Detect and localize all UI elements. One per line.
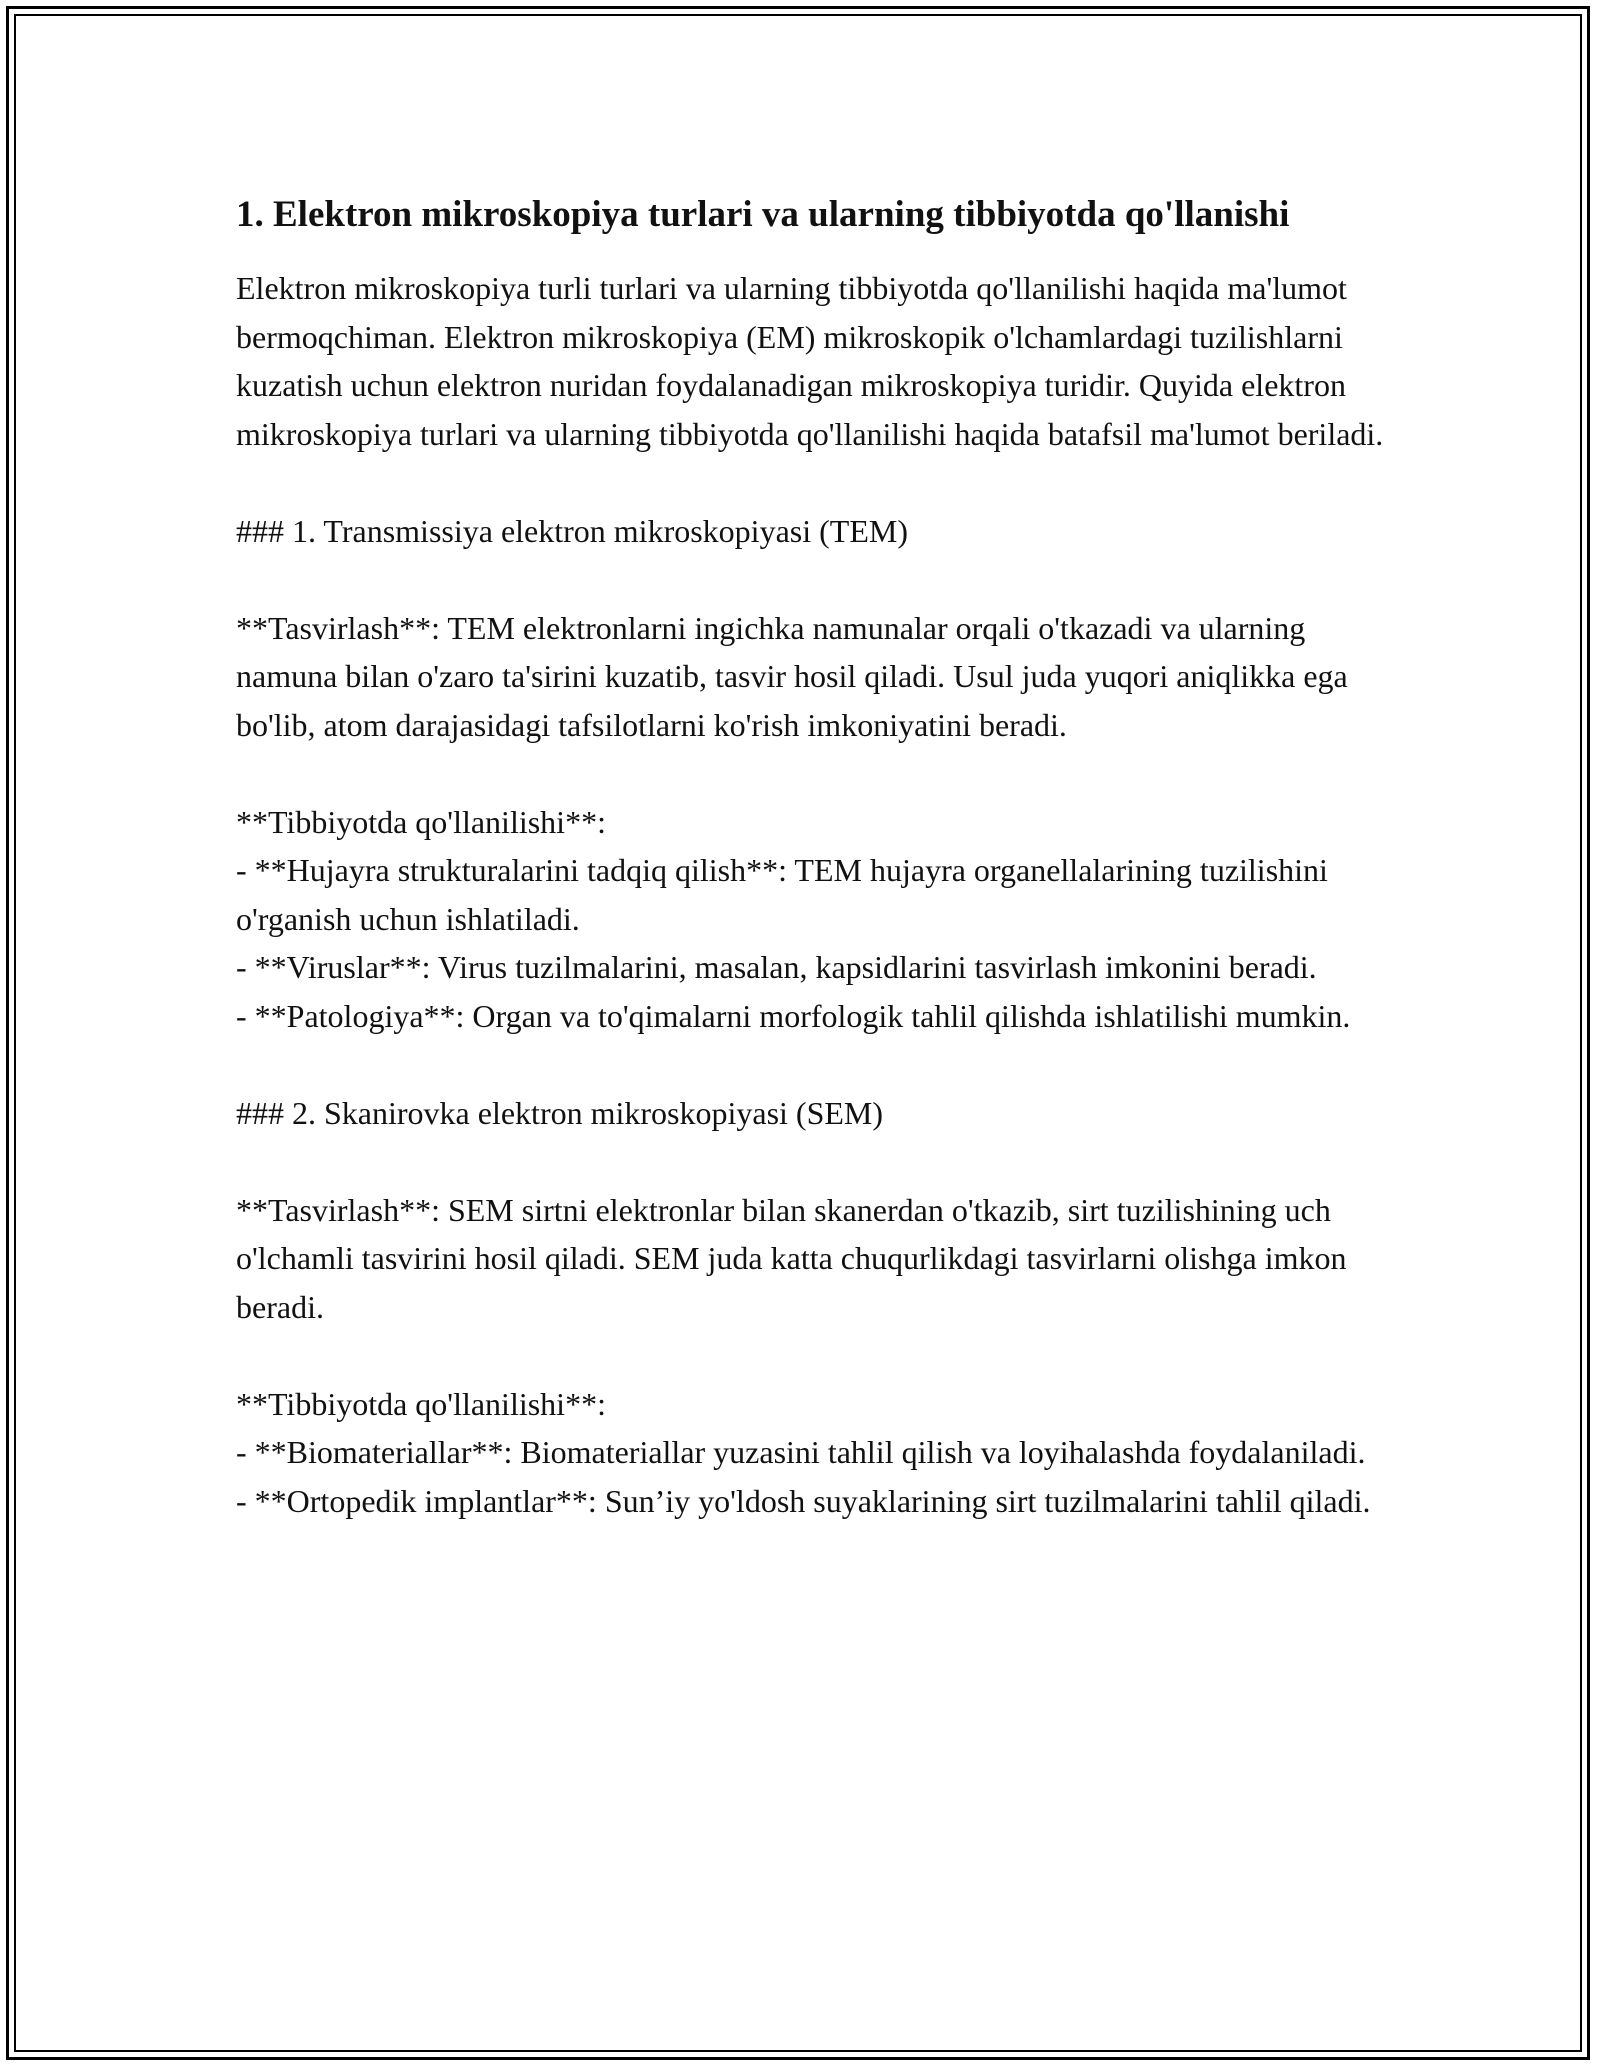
applications-heading: **Tibbiyotda qo'llanilishi**: bbox=[236, 803, 606, 840]
section-description: **Tasvirlash**: SEM sirtni elektronlar bilan skanerdan o'tkazib, sirt tuzilishining uch o'lchamli tasvirini hosil qiladi. SEM juda katta chuqurlikdagi tasvirlarni olishga imkon beradi. bbox=[236, 1191, 1347, 1325]
document-title: 1. Elektron mikroskopiya turlari va ularning tibbiyotda qo'llanishi bbox=[236, 194, 1290, 235]
list-item: - **Biomateriallar**: Biomateriallar yuzasini tahlil qilish va loyihalashda foydalaniladi. bbox=[236, 1434, 1366, 1470]
spacer bbox=[236, 749, 1386, 798]
intro-paragraph: Elektron mikroskopiya turli turlari va ularning tibbiyotda qo'llanilishi haqida ma'lumot bermoqchiman. Elektron mikroskopiya (EM) mikroskopik o'lchamlardagi tuzilishlarni kuzatish uchun elektron nuridan foydalanadigan mikroskopiya turidir. Quyida elektron mikroskopiya turlari va ularning tibbiyotda qo'llanilishi haqida batafsil ma'lumot beriladi. bbox=[236, 270, 1384, 452]
spacer bbox=[236, 1137, 1386, 1186]
list-item: - **Viruslar**: Virus tuzilmalarini, masalan, kapsidlarini tasvirlash imkonini beradi. bbox=[236, 949, 1317, 985]
spacer bbox=[236, 1040, 1386, 1089]
section-heading: ### 2. Skanirovka elektron mikroskopiyasi (SEM) bbox=[236, 1094, 884, 1131]
spacer bbox=[236, 555, 1386, 604]
list-item: - **Hujayra strukturalarini tadqiq qilish**: TEM hujayra organellalarining tuzilishini o'rganish uchun ishlatiladi. bbox=[236, 852, 1328, 937]
section-description: **Tasvirlash**: TEM elektronlarni ingichka namunalar orqali o'tkazadi va ularning namuna bilan o'zaro ta'sirini kuzatib, tasvir hosil qiladi. Usul juda yuqori aniqlikka ega bo'lib, atom darajasidagi tafsilotlarni ko'rish imkoniyatini beradi. bbox=[236, 609, 1348, 743]
spacer bbox=[236, 1331, 1386, 1380]
document-body bbox=[236, 188, 1386, 1525]
list-item: - **Ortopedik implantlar**: Sun’iy yo'ldosh suyaklarining sirt tuzilmalarini tahlil qiladi. bbox=[236, 1482, 1371, 1519]
section-heading: ### 1. Transmissiya elektron mikroskopiyasi (TEM) bbox=[236, 512, 908, 549]
spacer bbox=[236, 458, 1386, 507]
list-item: - **Patologiya**: Organ va to'qimalarni morfologik tahlil qilishda ishlatilishi mumkin. bbox=[236, 997, 1351, 1034]
applications-heading: **Tibbiyotda qo'llanilishi**: bbox=[236, 1385, 606, 1422]
